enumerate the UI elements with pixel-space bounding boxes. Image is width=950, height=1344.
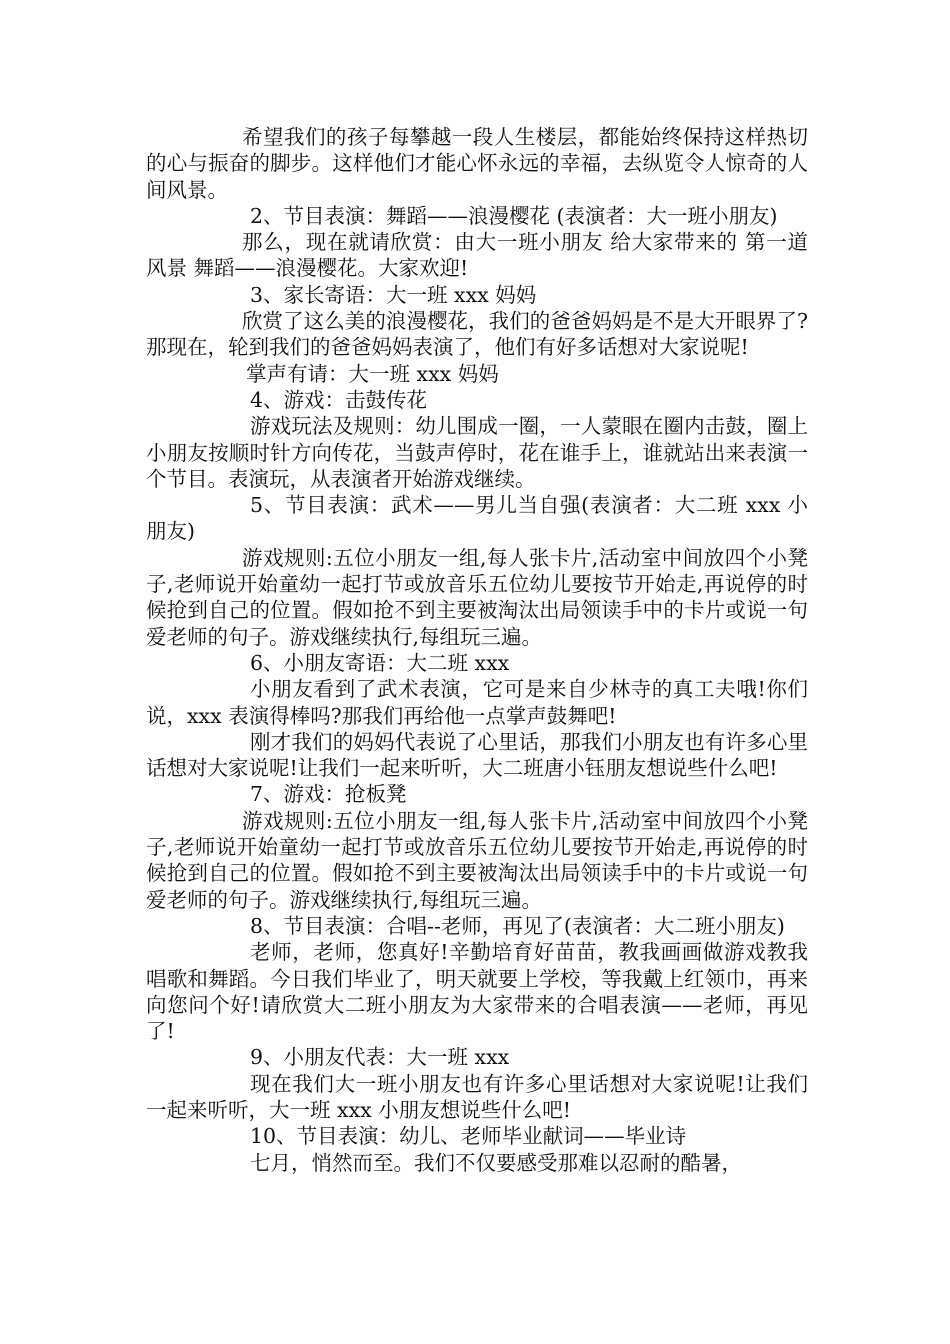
paragraph-4: 掌声有请：大一班 xxx 妈妈 [246,361,499,386]
section-heading-9: 9、小朋友代表：大一班 xxx [250,1045,510,1070]
section-heading-6: 6、小朋友寄语：大二班 xxx [250,650,510,675]
section-heading-8: 8、节目表演：合唱--老师，再见了(表演者：大二班小朋友) [250,913,785,938]
section-heading-2: 2、节目表演：舞蹈——浪漫樱花 (表演者：大一班小朋友) [250,203,778,228]
paragraph-9: 游戏规则:五位小朋友一组,每人张卡片,活动室中间放四个小凳子,老师说开始童幼一起打节或放音乐五位幼儿要按节开始走,再说停的时候抢到自己的位置。假如抢不到主要被淘汰出局领读手中的卡片或说一句爱老师的句子。游戏继续执行,每组玩三遍。 [146,808,808,912]
section-heading-3: 3、家长寄语：大一班 xxx 妈妈 [250,282,537,307]
document-body [146,124,808,1176]
paragraph-12: 七月，悄然而至。我们不仅要感受那难以忍耐的酷暑， [250,1150,742,1175]
paragraph-11: 现在我们大一班小朋友也有许多心里话想对大家说呢!让我们一起来听听，大一班 xxx 小朋友想说些什么吧! [146,1071,808,1122]
paragraph-3: 欣赏了这么美的浪漫樱花，我们的爸爸妈妈是不是大开眼界了?那现在，轮到我们的爸爸妈妈表演了，他们有好多话想对大家说呢! [146,309,808,360]
section-heading-5: 5、节目表演：武术——男儿当自强(表演者：大二班 xxx 小朋友) [146,493,808,544]
section-heading-4: 4、游戏：击鼓传花 [250,387,428,412]
paragraph-7: 小朋友看到了武术表演，它可是来自少林寺的真工夫哦!你们说，xxx 表演得棒吗?那我们再给他一点掌声鼓舞吧! [146,677,808,728]
paragraph-10: 老师，老师，您真好!辛勤培育好苗苗，教我画画做游戏教我唱歌和舞蹈。今日我们毕业了，明天就要上学校，等我戴上红领巾，再来向您问个好!请欣赏大二班小朋友为大家带来的合唱表演——老师，再见了! [146,940,808,1044]
paragraph-1: 希望我们的孩子每攀越一段人生楼层，都能始终保持这样热切的心与振奋的脚步。这样他们才能心怀永远的幸福，去纵览令人惊奇的人间风景。 [146,125,808,202]
paragraph-6: 游戏规则:五位小朋友一组,每人张卡片,活动室中间放四个小凳子,老师说开始童幼一起打节或放音乐五位幼儿要按节开始走,再说停的时候抢到自己的位置。假如抢不到主要被淘汰出局领读手中的卡片或说一句爱老师的句子。游戏继续执行,每组玩三遍。 [146,545,808,649]
paragraph-5: 游戏玩法及规则：幼儿围成一圈，一人蒙眼在圈内击鼓，圈上小朋友按顺时针方向传花，当鼓声停时，花在谁手上，谁就站出来表演一个节目。表演玩，从表演者开始游戏继续。 [146,414,808,491]
paragraph-2: 那么，现在就请欣赏：由大一班小朋友 给大家带来的 第一道风景 舞蹈——浪漫樱花。大家欢迎! [146,230,808,281]
section-heading-7: 7、游戏：抢板凳 [250,782,407,807]
paragraph-8: 刚才我们的妈妈代表说了心里话，那我们小朋友也有许多心里话想对大家说呢!让我们一起来听听，大二班唐小钰朋友想说些什么吧! [146,729,808,781]
section-heading-10: 10、节目表演：幼儿、老师毕业献词——毕业诗 [250,1124,687,1149]
